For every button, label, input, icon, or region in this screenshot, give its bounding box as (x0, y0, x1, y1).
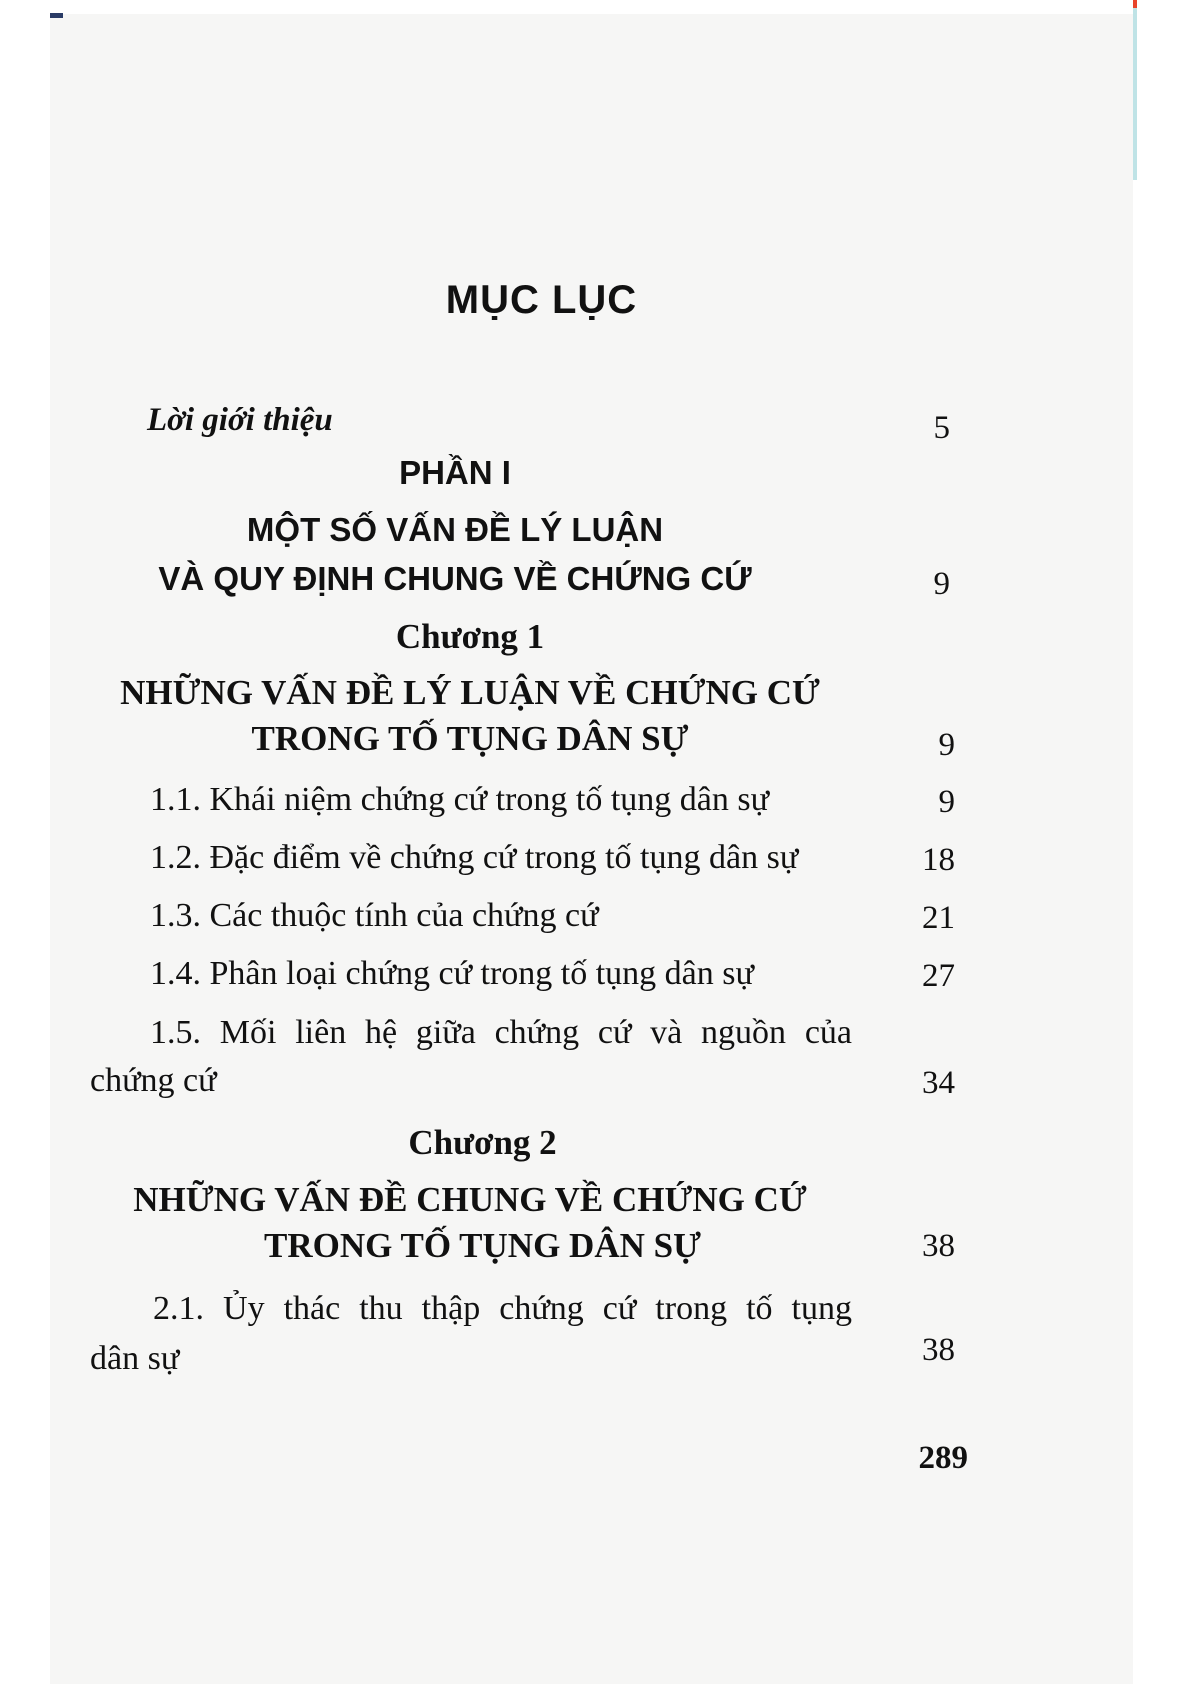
page-title: MỤC LỤC (445, 278, 638, 322)
toc-entry-1-4: 1.4. Phân loại chứng cứ trong tố tụng dân sự (150, 955, 754, 992)
chapter-1-label: Chương 1 (395, 617, 545, 656)
part-label: PHẦN I (399, 454, 511, 491)
toc-entry-2-1-line2: dân sự (90, 1340, 180, 1377)
chapter-2-label: Chương 2 (408, 1123, 557, 1162)
toc-page-1-2: 18 (922, 842, 955, 878)
part-title-line2: VÀ QUY ĐỊNH CHUNG VỀ CHỨNG CỨ (158, 560, 752, 597)
toc-page-intro: 5 (933, 410, 950, 446)
toc-entry-1-3: 1.3. Các thuộc tính của chứng cứ (150, 897, 599, 934)
toc-entry-1-5-line1: 1.5. Mối liên hệ giữa chứng cứ và nguồn của (150, 1014, 852, 1051)
chapter-1-title-line2: TRONG TỐ TỤNG DÂN SỰ (251, 719, 689, 758)
page-edge-strip (1133, 0, 1137, 180)
toc-page-chapter1: 9 (938, 727, 955, 763)
toc-page-2-1: 38 (922, 1332, 955, 1368)
toc-entry-intro: Lời giới thiệu (147, 402, 333, 438)
toc-page-part1: 9 (933, 566, 950, 602)
toc-entry-2-1-line1: 2.1. Ủy thác thu thập chứng cứ trong tố tụng (153, 1290, 852, 1327)
part-title-line1: MỘT SỐ VẤN ĐỀ LÝ LUẬN (246, 511, 664, 548)
toc-page-1-1: 9 (938, 784, 955, 820)
chapter-2-title-line1: NHỮNG VẤN ĐỀ CHUNG VỀ CHỨNG CỨ (133, 1180, 807, 1219)
chapter-2-title-line2: TRONG TỐ TỤNG DÂN SỰ (264, 1226, 701, 1265)
toc-page-1-5: 34 (922, 1065, 955, 1101)
toc-entry-1-2: 1.2. Đặc điểm về chứng cứ trong tố tụng dân sự (150, 839, 799, 876)
toc-page-1-4: 27 (922, 958, 955, 994)
toc-entry-1-1: 1.1. Khái niệm chứng cứ trong tố tụng dân sự (150, 781, 770, 818)
toc-entry-1-5-line2: chứng cứ (90, 1062, 217, 1099)
page-number: 289 (918, 1440, 968, 1476)
scan-corner-mark (50, 13, 63, 18)
toc-page-chapter2: 38 (922, 1228, 955, 1264)
chapter-1-title-line1: NHỮNG VẤN ĐỀ LÝ LUẬN VỀ CHỨNG CỨ (120, 673, 820, 712)
toc-page-1-3: 21 (922, 900, 955, 936)
